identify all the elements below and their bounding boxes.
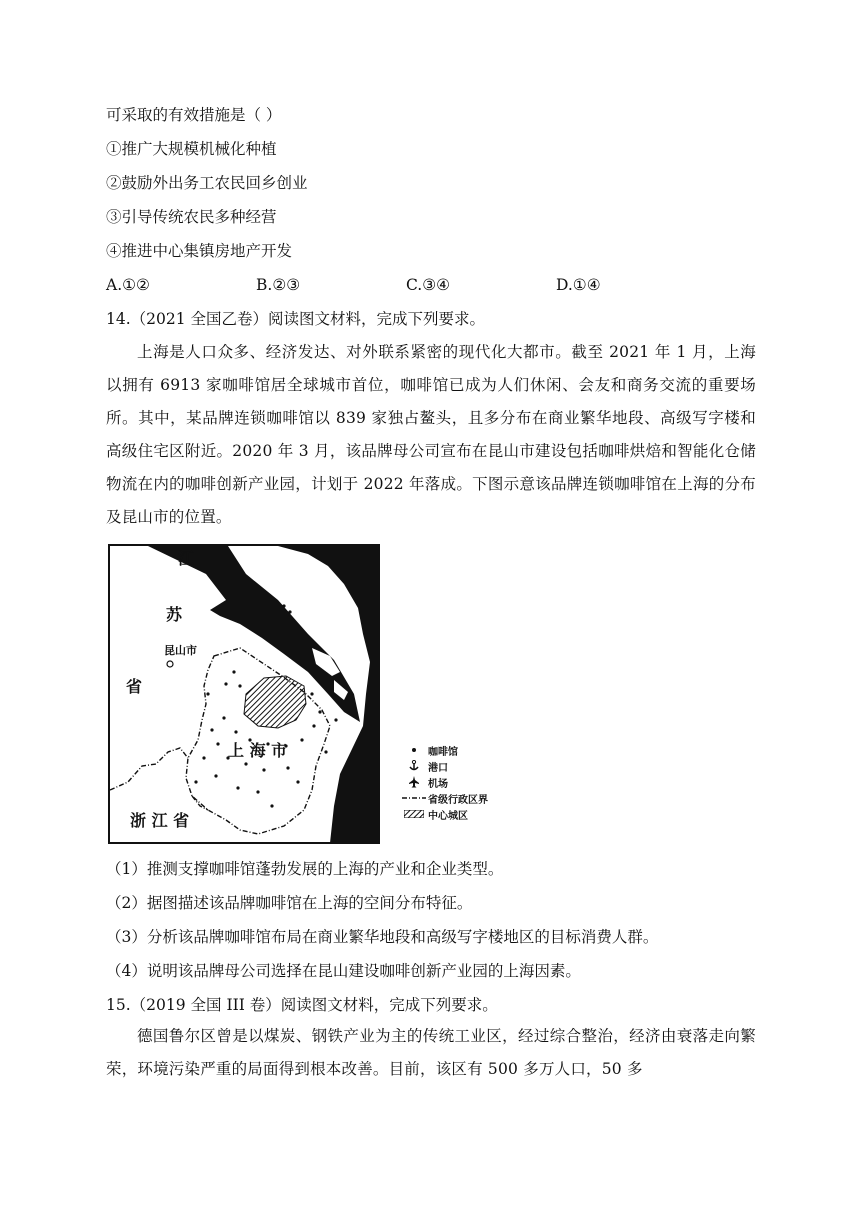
map-label-zhejiang: 浙 江 省 (130, 811, 190, 830)
question-14-material: 上海是人口众多、经济发达、对外联系紧密的现代化大都市。截至 2021 年 1 月，上海以拥有 6913 家咖啡馆居全球城市首位，咖啡馆已成为人们休闲、会友和商务交流的重要场所。其中，某品牌连锁咖啡馆以 839 家独占鳌头，且多分布在商业繁华地段、高级写字楼和高级住宅区附近。2020 年 3 月，该品牌母公司宣布在昆山市建设包括咖啡烘焙和智能化仓储物流在内的咖啡创新产业园，计划于 2022 年落成。下图示意该品牌连锁咖啡馆在上海的分布及昆山市的位置。 (106, 343, 756, 526)
map-label-sheng: 省 (126, 677, 143, 696)
legend-airport: 机场 (428, 778, 448, 790)
subquestion-1: （1）推测支撑咖啡馆蓬勃发展的上海的产业和企业类型。 (106, 860, 504, 878)
option-a[interactable]: A.①② (106, 276, 150, 294)
option-c[interactable]: C.③④ (406, 276, 451, 294)
kunshan-marker (167, 661, 173, 667)
map-label-shanghai: 上 海 市 (228, 741, 288, 760)
map-label-su: 苏 (166, 605, 183, 624)
map-legend (400, 742, 488, 822)
legend-coffee: 咖啡馆 (428, 746, 458, 758)
subquestion-2: （2）据图描述该品牌咖啡馆在上海的空间分布特征。 (106, 894, 473, 912)
map-label-jiang: 江 (178, 549, 195, 568)
question-stem: 可采取的有效措施是（ ） (106, 106, 282, 124)
dot-icon (400, 747, 428, 753)
shanghai-coffee-map (108, 544, 524, 846)
airplane-icon (400, 776, 428, 788)
legend-central-area: 中心城区 (428, 810, 468, 822)
question-14-header: 14.（2021 全国乙卷）阅读图文材料，完成下列要求。 (106, 310, 486, 328)
anchor-icon (400, 760, 428, 772)
option-b[interactable]: B.②③ (256, 276, 301, 294)
subquestion-3: （3）分析该品牌咖啡馆布局在商业繁华地段和高级写字楼地区的目标消费人群。 (106, 928, 659, 946)
statement-3: ③引导传统农民多种经营 (106, 208, 277, 226)
question-15-material: 德国鲁尔区曾是以煤炭、钢铁产业为主的传统工业区，经过综合整治，经济由衰落走向繁荣，环境污染严重的局面得到根本改善。目前，该区有 500 多万人口，50 多 (106, 1027, 756, 1078)
legend-boundary: 省级行政区界 (428, 794, 488, 806)
hatch-icon (400, 810, 428, 818)
statement-2: ②鼓励外出务工农民回乡创业 (106, 174, 308, 192)
map-label-kunshan: 昆山市 (164, 644, 197, 657)
answer-options (106, 274, 756, 296)
statement-4: ④推进中心集镇房地产开发 (106, 242, 293, 260)
statement-1: ①推广大规模机械化种植 (106, 140, 277, 158)
question-15-header: 15.（2019 全国 III 卷）阅读图文材料，完成下列要求。 (106, 996, 498, 1014)
subquestion-4: （4）说明该品牌母公司选择在昆山建设咖啡创新产业园的上海因素。 (106, 962, 581, 980)
boundary-line-icon (400, 796, 428, 800)
option-d[interactable]: D.①④ (556, 276, 601, 294)
legend-port: 港口 (428, 762, 448, 774)
